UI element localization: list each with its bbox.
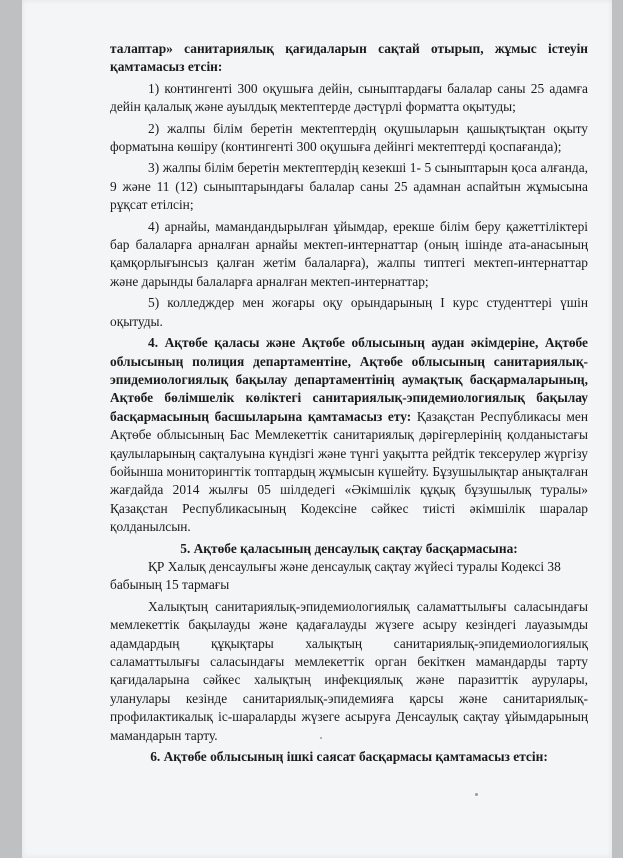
section-4 xyxy=(110,334,588,536)
list-item-2: 2) жалпы білім беретін мектептердің оқушыларын қашықтықтан оқыту форматына көшіру (контингенті 300 оқушыға дейінгі мектептерді қоспағанда); xyxy=(110,120,588,155)
section-5-body: Халықтың санитариялық-эпидемиологиялық саламаттылығы саласындағы мемлекеттік бақылауды және қадағалауды жүзеге асыру кезіндегі лауазымды адамдардың құқықтары халықтың санитариялық-эпидемиологиялық саламаттылығы саласындағы мемлекеттік орган бекіткен мамандарды тарту қағидаларына сәйкес халықтың инфекциялық және паразиттік аурулары, уланулары кезінде санитариялық-эпидемияға қарсы және санитариялық-профилактикалық іс-шараларды жүзеге асыруға Денсаулық сақтау ұйымдарының мамандарын тарту. xyxy=(110,598,588,743)
section-4-body: Қазақстан Республикасы мен Ақтөбе облысының Бас Мемлекеттік санитариялық дәрігерлерінің қолданыстағы қаулыларының сақталуына күндізгі және түнгі уақытта рейдтік тексерулер жүргізу бойынша мониторингтік топтардың жұмысын күшейту. Бұзушылықтар анықталған жағдайда 2014 жылғы 05 шілдедегі «Әкімшілік құқық бұзушылық туралы» Қазақстан Республикасының Кодексіне сәйкес тиісті әкімшілік шаралар қолданылсын. xyxy=(110,408,589,535)
list-item-3: 3) жалпы білім беретін мектептердің кезекші 1- 5 сыныптарын қоса алғанда, 9 және 11 (12) сыныптарындағы балалар саны 25 адамнан аспайтын жұмысына рұқсат етілсін; xyxy=(110,160,588,213)
section-5-reference: ҚР Халық денсаулығы және денсаулық сақтау жүйесі туралы Кодексі 38 бабының 15 тармағы xyxy=(110,558,561,593)
list-item-4: 4) арнайы, мамандандырылған ұйымдар, ерекше білім беру қажеттіліктері бар балаларға арналған арнайы мектеп-интернаттар (оның ішінде ата-анасының қамқорлығынсыз қалған жетім балаларға), жалпы типтегі мектеп-интернаттар және дарынды балаларға арналған мектеп-интернаттар; xyxy=(110,218,588,289)
section-5-heading: 5. Ақтөбе қаласының денсаулық сақтау басқармасына: xyxy=(180,540,518,556)
list-item-1: 1) контингенті 300 оқушыға дейін, сыныптардағы балалар саны 25 адамға дейін қалалық және ауылдық мектептерде дәстүрлі форматта оқытуды; xyxy=(110,80,588,115)
scan-speck xyxy=(475,793,478,796)
section-6-heading: 6. Ақтөбе облысының ішкі саясат басқармасы қамтамасыз етсін: xyxy=(150,749,548,765)
list-item-5: 5) колледждер мен жоғары оқу орындарының I курс студенттері үшін оқытуды. xyxy=(110,295,588,329)
section-4-heading: 4. Ақтөбе қаласы және Ақтөбе облысының аудан әкімдеріне, Ақтөбе облысының полиция департаментіне, Ақтөбе облысының санитариялық- эпидемиологиялық бақылау департаментінің аумақтық басқармаларының, Ақтөбе бөлімшелік көліктегі санитариялық-эпидемиологиялық бақылау басқармасының басшыларына қамтамасыз ету: xyxy=(110,335,588,424)
paragraph-intro: талаптар» санитариялық қағидаларын сақтай отырып, жұмыс істеуін қамтамасыз етсін: xyxy=(110,41,588,75)
document-text xyxy=(110,40,588,766)
